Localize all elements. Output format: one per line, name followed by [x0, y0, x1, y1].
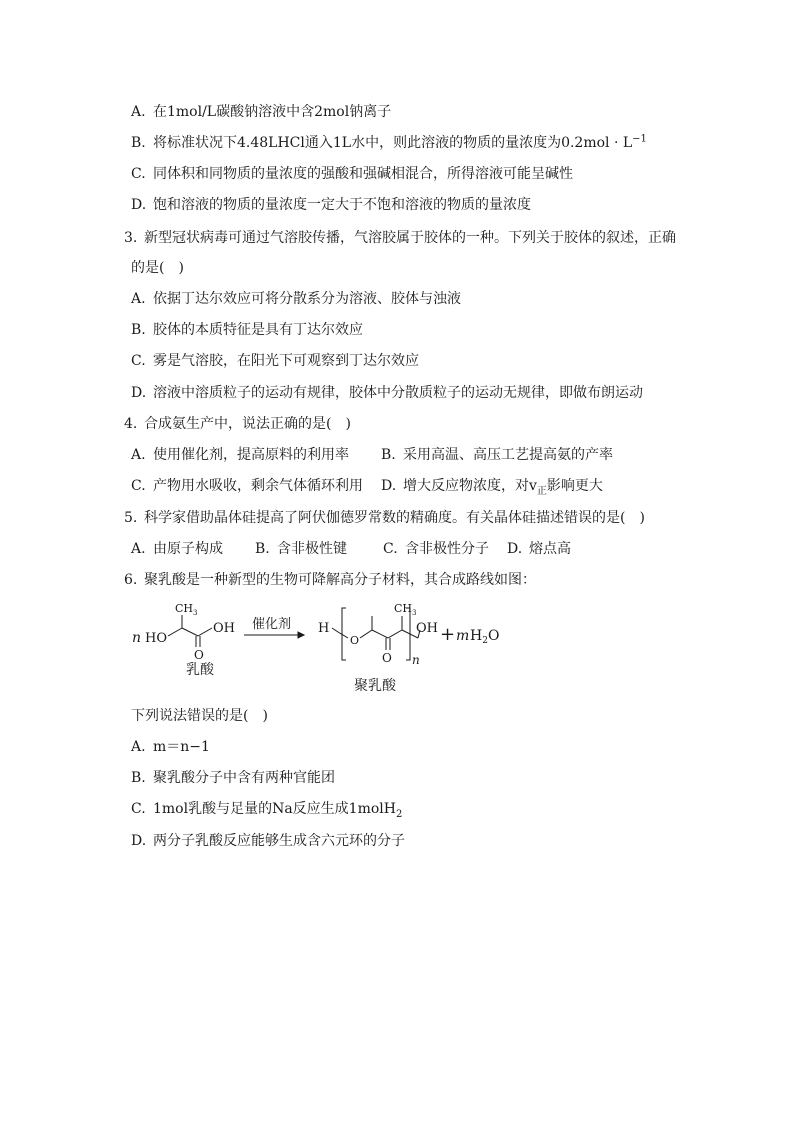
- polylactic-acid-skeleton: [332, 608, 420, 660]
- q3-option-d: D. 溶液中溶质粒子的运动有规律，胶体中分散质粒子的运动无规律，即做布朗运动: [131, 385, 643, 401]
- q5-stem: 5. 科学家借助晶体硅提高了阿伏伽德罗常数的精确度。有关晶体硅描述错误的是( ): [124, 510, 645, 526]
- q4-option-d: D. 增大反应物浓度，对$v_正$影响更大: [381, 478, 603, 497]
- q6-option-a: A. m＝n−1: [131, 739, 210, 755]
- q5-option-a: A. 由原子构成: [131, 541, 223, 557]
- q5-option-b: B. 含非极性键: [255, 541, 347, 557]
- reaction-arrow: [244, 632, 304, 638]
- q3-stem-continued: 的是( ): [131, 260, 184, 276]
- coefficient-n: n: [132, 630, 142, 646]
- lactic-acid-skeleton: [168, 615, 212, 647]
- polymer-subscript-n: n: [412, 653, 420, 667]
- polymer-oh-end: OH: [416, 621, 438, 636]
- q4-stem: 4. 合成氨生产中，说法正确的是( ): [124, 416, 351, 432]
- water-formula: $H_2O$: [470, 628, 500, 646]
- polymer-carbonyl-o: O: [382, 651, 392, 665]
- q2-option-b: B. 将标准状况下4.48LHCl通入1L水中，则此溶液的物质的量浓度为$0.2mol \cdot L^{-1}$: [131, 133, 647, 151]
- lactic-oh-label: OH: [213, 621, 235, 636]
- q6-option-d: D. 两分子乳酸反应能够生成含六元环的分子: [131, 833, 405, 849]
- q6-option-b: B. 聚乳酸分子中含有两种官能团: [131, 770, 335, 786]
- lactic-ch3: $CH_3$: [175, 602, 198, 617]
- q3-option-a: A. 依据丁达尔效应可将分散系分为溶液、胶体与浊液: [131, 291, 461, 307]
- q6-question: 下列说法错误的是( ): [131, 708, 268, 724]
- catalyst-label: 催化剂: [252, 617, 292, 632]
- polymer-h-end: H: [318, 621, 330, 636]
- q3-option-c: C. 雾是气溶胶，在阳光下可观察到丁达尔效应: [131, 353, 419, 369]
- q2-option-c: C. 同体积和同物质的量浓度的强酸和强碱相混合，所得溶液可能呈碱性: [131, 166, 573, 182]
- q2-option-d: D. 饱和溶液的物质的量浓度一定大于不饱和溶液的物质的量浓度: [131, 197, 531, 213]
- q2-option-a: A. 在1mol/L碳酸钠溶液中含2mol钠离子: [131, 104, 392, 120]
- polymer-ch3: $CH_3$: [394, 602, 417, 617]
- q4-option-a: A. 使用催化剂，提高原料的利用率: [131, 447, 349, 463]
- q4-option-b: B. 采用高温、高压工艺提高氨的产率: [381, 447, 613, 463]
- q3-stem: 3. 新型冠状病毒可通过气溶胶传播，气溶胶属于胶体的一种。下列关于胶体的叙述，正确: [124, 230, 676, 246]
- lactic-carbonyl-o: O: [194, 648, 204, 662]
- coefficient-m: m: [456, 628, 470, 644]
- q5-option-c: C. 含非极性分子: [383, 541, 489, 557]
- q4-option-c: C. 产物用水吸收，剩余气体循环利用: [131, 478, 363, 494]
- q3-option-b: B. 胶体的本质特征是具有丁达尔效应: [131, 322, 363, 338]
- q5-option-d: D. 熔点高: [507, 541, 571, 557]
- q6-stem: 6. 聚乳酸是一种新型的生物可降解高分子材料，其合成路线如图：: [124, 572, 536, 588]
- lactic-ho-label: HO: [145, 631, 167, 646]
- polymer-ester-o: O: [350, 634, 360, 647]
- q6-option-c: C. 1mol乳酸与足量的Na反应生成1molH$_2$: [131, 801, 403, 820]
- reaction-scheme: [128, 598, 548, 698]
- plus-sign: +: [440, 624, 456, 645]
- polylactic-acid-name: 聚乳酸: [354, 678, 396, 694]
- lactic-acid-name: 乳酸: [186, 662, 214, 678]
